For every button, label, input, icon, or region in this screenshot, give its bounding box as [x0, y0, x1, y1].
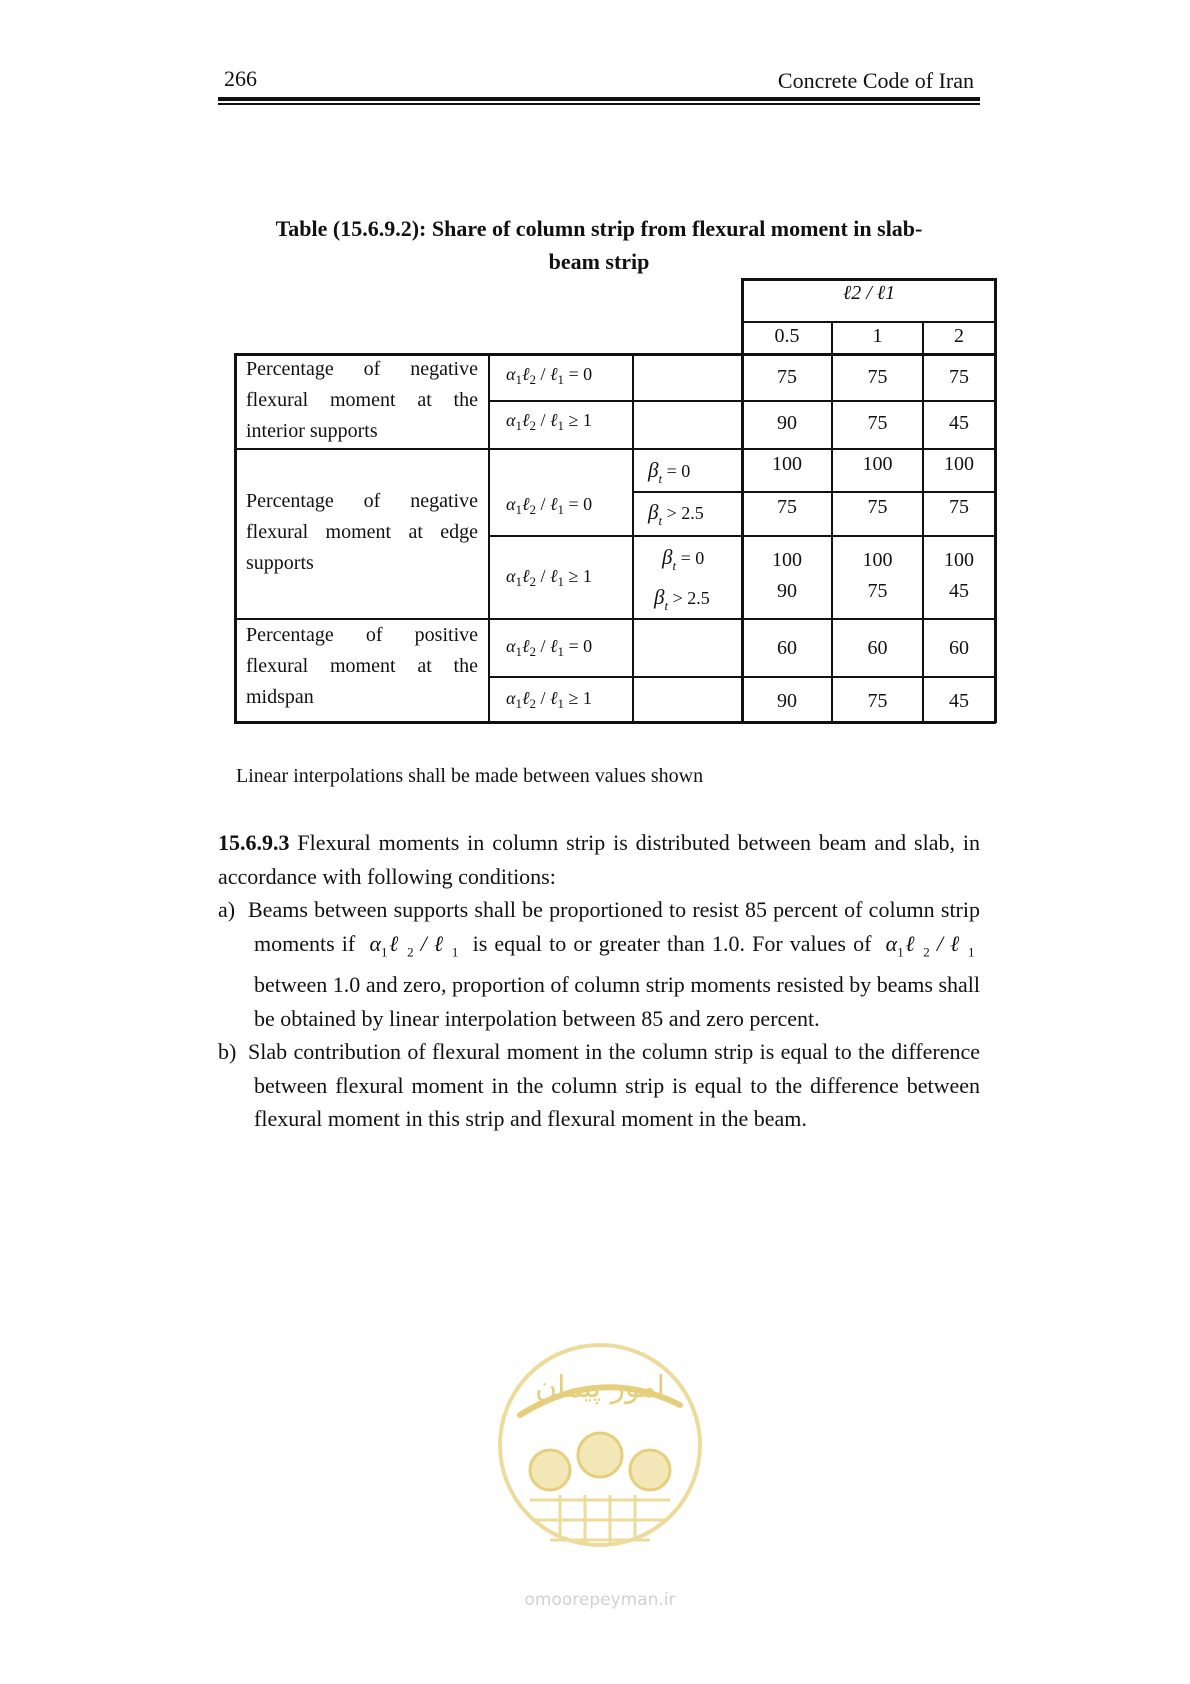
table-cell: 75	[867, 366, 888, 388]
table-cell: 75	[867, 580, 888, 602]
ratio-header-text: ℓ2 / ℓ1	[842, 282, 896, 304]
table-cell: 75	[949, 496, 969, 518]
table-line	[234, 448, 996, 450]
caption-line-1: Table (15.6.9.2): Share of column strip from flexural moment in slab-	[275, 216, 923, 241]
section-number: 15.6.9.3	[218, 830, 290, 855]
beta-eq0: = 0	[666, 461, 691, 481]
cond-ge1: ≥ 1	[568, 566, 592, 586]
header-rule-thick	[218, 97, 980, 101]
table-cell: 75	[949, 366, 969, 388]
alpha-condition: $\alpha_1\ell_2$ / ℓ$_1$ = 0	[506, 494, 593, 517]
cond-ge1: ≥ 1	[568, 688, 592, 708]
alpha-condition: $\alpha_1\ell_2$ / ℓ$_1$ = 0	[506, 364, 593, 387]
ratio-col-0-5: 0.5	[774, 325, 800, 347]
item-a-text-3: between 1.0 and zero, proportion of column strip moments resisted by beams shall be obtained by linear interpolation between 85 and zero percent.	[254, 972, 980, 1031]
alpha-condition: $\alpha_1\ell_2$ / ℓ$_1$ ≥ 1	[506, 566, 592, 589]
table-cell: 100	[772, 549, 802, 571]
row-label-edge: Percentage of negative flexural moment at edge supports	[246, 490, 478, 574]
logo-script: امور پیمان	[535, 1370, 665, 1405]
table-cell: 60	[777, 637, 797, 659]
cond-eq0: = 0	[568, 494, 593, 514]
table-cell: 75	[777, 496, 797, 518]
list-item-a	[218, 893, 980, 1035]
table-line	[234, 721, 996, 724]
table-cell: 100	[772, 453, 802, 475]
table-cell: 75	[867, 690, 888, 712]
table-cell: 75	[867, 496, 888, 518]
company-seal-logo-icon	[490, 1335, 710, 1615]
table-cell: 60	[949, 637, 969, 659]
alpha-condition: $\alpha_1\ell_2$ / ℓ$_1$ ≥ 1	[506, 410, 592, 433]
list-item-b	[218, 1035, 980, 1136]
table-line	[488, 353, 490, 723]
table-line	[742, 278, 996, 281]
table-cell: 45	[949, 412, 969, 434]
beta-condition: $\beta_t = 0$	[648, 458, 691, 486]
alpha-condition: $\alpha_1\ell_2$ / ℓ$_1$ ≥ 1	[506, 688, 592, 711]
beta-gt: > 2.5	[666, 503, 704, 523]
running-head: Concrete Code of Iran	[777, 68, 974, 93]
table-cell: 90	[777, 690, 797, 712]
cond-eq0: = 0	[568, 636, 593, 656]
item-a-text-2: is equal to or greater than 1.0. For values of	[472, 930, 872, 956]
table-cell: 100	[944, 453, 974, 475]
table-caption	[218, 212, 980, 278]
beta-condition: $\beta_t > 2.5$	[648, 500, 704, 528]
ratio-col-1: 1	[872, 325, 883, 347]
cond-eq0: = 0	[568, 364, 593, 384]
table-note: Linear interpolations shall be made between values shown	[236, 765, 704, 787]
table-cell: 60	[867, 637, 888, 659]
cond-ge1: ≥ 1	[568, 410, 592, 430]
page-header	[218, 62, 980, 102]
beta-condition: $\beta_t = 0$	[662, 545, 705, 573]
table-cell: 75	[777, 366, 797, 388]
table-line	[632, 353, 634, 723]
page-number: 266	[224, 66, 257, 91]
table-cell: 100	[944, 549, 974, 571]
section-intro-text: Flexural moments in column strip is distributed between beam and slab, in accordance with following conditions:	[218, 830, 981, 889]
table-line	[742, 321, 996, 323]
ratio-col-2: 2	[954, 325, 964, 347]
table-cell: 45	[949, 690, 969, 712]
item-b-label: b)	[218, 1039, 237, 1065]
section-intro	[218, 826, 980, 893]
watermark-logo	[490, 1335, 710, 1615]
item-a-label: a)	[218, 897, 236, 922]
alpha-ratio-math: $\alpha_1\ell$ $_2$ / ℓ $_1$	[362, 930, 459, 959]
item-a-text-1: Beams between supports shall be proportioned to resist 85 percent of column strip moments if	[248, 897, 980, 956]
table-line	[634, 491, 996, 493]
table-cell: 75	[867, 412, 888, 434]
ratio-header	[742, 282, 996, 305]
row-label-midspan: Percentage of positive flexural moment at the midspan	[246, 624, 478, 708]
alpha-ratio-math: $\alpha_1\ell$ $_2$ / ℓ $_1$	[878, 930, 975, 959]
row-label-interior: Percentage of negative flexural moment at the interior supports	[246, 358, 478, 442]
item-b-text: Slab contribution of flexural moment in the column strip is equal to the difference between flexural moment in the column strip is equal to the difference between flexural moment in this strip and flexural moment in the beam.	[248, 1039, 980, 1132]
table-cell: 100	[862, 453, 893, 475]
table-cell: 90	[777, 412, 797, 434]
beta-gt: > 2.5	[672, 588, 710, 608]
caption-line-2: beam strip	[548, 249, 650, 274]
beta-eq0: = 0	[680, 548, 705, 568]
table-cell: 100	[862, 549, 893, 571]
alpha-condition: $\alpha_1\ell_2$ / ℓ$_1$ = 0	[506, 636, 593, 659]
beta-condition: $\beta_t > 2.5$	[654, 585, 710, 613]
table-cell: 90	[777, 580, 797, 602]
watermark-site: omoorepeyman.ir	[524, 1590, 676, 1610]
header-rule-thin	[218, 103, 980, 105]
table-cell: 45	[949, 580, 969, 602]
section-body	[218, 826, 980, 1136]
table-line	[234, 353, 237, 723]
